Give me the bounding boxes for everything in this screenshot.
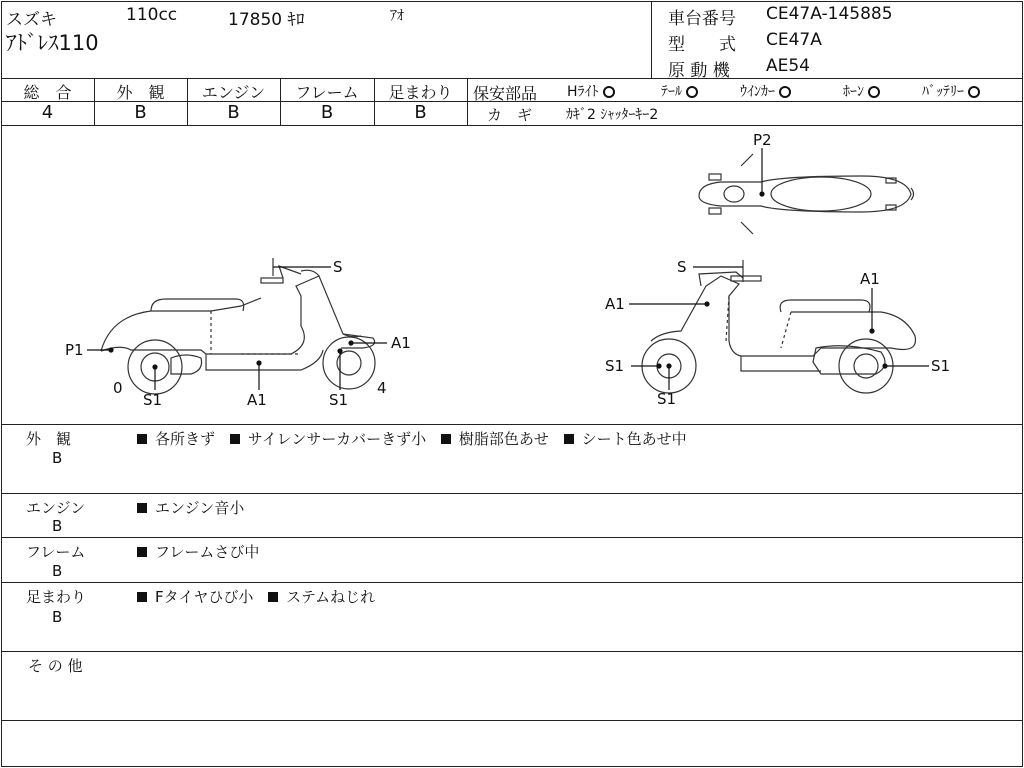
engine-value: AE54 xyxy=(766,56,811,76)
note-items-frame: フレームさび中 xyxy=(137,541,259,562)
ok-circle-icon xyxy=(868,86,880,98)
frame-no: CE47A-145885 xyxy=(766,4,893,24)
bullet-square-icon xyxy=(230,434,240,444)
type-label: 型 式 xyxy=(668,35,736,55)
label-p1: P1 xyxy=(65,341,84,359)
label-4: 4 xyxy=(377,379,387,397)
notes-row-line xyxy=(1,651,1023,652)
bullet-square-icon xyxy=(137,592,147,602)
type-value: CE47A xyxy=(766,30,822,50)
label-s1: S1 xyxy=(143,391,163,409)
label-a1: A1 xyxy=(860,270,880,288)
key-label: カ ギ xyxy=(487,106,533,124)
grade-value-overall: 4 xyxy=(41,102,54,123)
label-s1: S1 xyxy=(605,357,625,375)
grade-value-frame: B xyxy=(320,102,334,123)
label-a1: A1 xyxy=(605,295,625,313)
note-items-suspension: Fタイヤひび小 ステムねじれ xyxy=(137,586,375,607)
label-s: S xyxy=(333,258,343,276)
safety-item-battery: ﾊﾞｯﾃﾘｰ xyxy=(922,81,980,101)
note-title-other: そ の 他 xyxy=(28,657,83,675)
note-title-suspension: 足まわり xyxy=(26,588,87,606)
grade-header-exterior: 外 観 xyxy=(116,83,165,102)
grade-header-engine: エンジン xyxy=(201,83,266,102)
front-wheel xyxy=(323,337,375,389)
bullet-square-icon xyxy=(137,547,147,557)
label-s1: S1 xyxy=(329,391,349,409)
notes-row-line xyxy=(1,582,1023,583)
maker: スズキ xyxy=(6,10,57,30)
safety-item-horn: ﾎｰﾝ xyxy=(843,81,880,101)
safety-item-tail: ﾃｰﾙ xyxy=(661,81,698,101)
color: ｱｵ xyxy=(390,8,404,24)
bullet-square-icon xyxy=(268,592,278,602)
grade-value-engine: B xyxy=(227,102,240,123)
label-s: S xyxy=(677,258,687,276)
notes-row-line xyxy=(1,493,1023,494)
note-items-exterior: 各所きず サイレンサーカバーきず小 樹脂部色あせ シート色あせ中 xyxy=(137,428,687,449)
grade-header-suspension: 足まわり xyxy=(388,83,453,102)
label-s1: S1 xyxy=(657,390,677,408)
label-a1: A1 xyxy=(391,334,411,352)
safety-mid-line xyxy=(467,101,1023,102)
frame-no-label: 車台番号 xyxy=(668,9,736,29)
note-title-exterior: 外 観 xyxy=(26,430,72,448)
bullet-square-icon xyxy=(441,434,451,444)
ok-circle-icon xyxy=(686,86,698,98)
grade-top-line xyxy=(1,78,1023,79)
key-value: ｶｷﾞ2 ｼｬｯﾀｰｷｰ2 xyxy=(566,107,659,123)
grade-value-exterior: B xyxy=(134,102,147,123)
safety-item-headlight: Hﾗｲﾄ xyxy=(567,81,615,101)
model-name: ｱﾄﾞﾚｽ110 xyxy=(6,31,99,55)
mileage: 17850 ｷﾛ xyxy=(228,10,305,30)
note-grade-engine: B xyxy=(52,517,63,535)
header-divider xyxy=(651,1,652,78)
grade-header-overall: 総 合 xyxy=(23,83,72,102)
note-grade-suspension: B xyxy=(52,608,63,626)
note-title-engine: エンジン xyxy=(26,499,86,517)
ok-circle-icon xyxy=(779,86,791,98)
safety-item-winker: ｳｲﾝｶｰ xyxy=(740,81,791,101)
engine-label: 原 動 機 xyxy=(668,61,730,81)
ok-circle-icon xyxy=(603,86,615,98)
note-grade-exterior: B xyxy=(52,449,63,467)
safety-label: 保安部品 xyxy=(473,84,538,103)
label-0: 0 xyxy=(113,379,123,397)
label-p2: P2 xyxy=(753,131,772,149)
note-items-engine: エンジン音小 xyxy=(137,497,244,518)
ok-circle-icon xyxy=(968,86,980,98)
grade-header-frame: フレーム xyxy=(295,83,359,102)
notes-row-line xyxy=(1,720,1023,721)
bullet-square-icon xyxy=(564,434,574,444)
grade-col-sep xyxy=(467,78,468,125)
note-grade-frame: B xyxy=(52,562,63,580)
bullet-square-icon xyxy=(137,434,147,444)
label-a1: A1 xyxy=(247,391,267,409)
displacement: 110cc xyxy=(126,5,178,25)
grade-value-suspension: B xyxy=(414,102,427,123)
scooter-top-view xyxy=(699,154,914,234)
damage-diagram xyxy=(1,126,1023,424)
notes-top-line xyxy=(1,424,1023,425)
note-title-frame: フレーム xyxy=(26,543,86,561)
bullet-square-icon xyxy=(137,503,147,513)
notes-row-line xyxy=(1,537,1023,538)
scooter-left-side xyxy=(101,258,375,394)
label-s1: S1 xyxy=(931,357,951,375)
